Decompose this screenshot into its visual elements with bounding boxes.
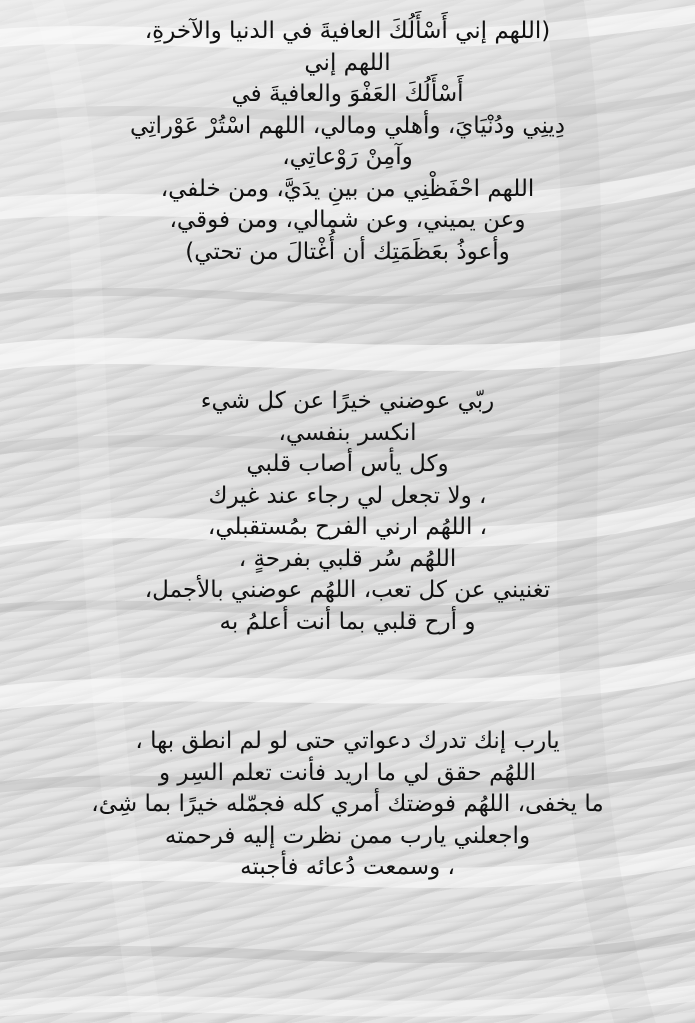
dua-line: دِينِي ودُنْيَايَ، وأهلي ومالي، اللهم اسْتُرْ عَوْراتِي xyxy=(129,112,566,139)
dua-line: اللهم احْفَظْنِي من بينِ يدَيَّ، ومن خلفي، xyxy=(160,175,535,202)
dua-line: ربّي عوضني خيرًا عن كل شيء xyxy=(200,388,495,414)
dua-line: وآمِنْ رَوْعاتِي، xyxy=(282,144,413,170)
dua-line: اللهُم سُر قلبي بفرحةٍ ، xyxy=(238,545,457,572)
dua-line: تغنيني عن كل تعب، اللهُم عوضني بالأجمل، xyxy=(144,577,551,603)
dua-line: ، وسمعت دُعائه فأجبته xyxy=(240,854,455,880)
dua-line: يارب إنك تدرك دعواتي حتى لو لم انطق بها ، xyxy=(135,728,560,754)
dua-line: وأعوذُ بعَظَمَتِك أن أُغْتالَ من تحتي) xyxy=(185,238,510,265)
dua-line: و أرح قلبي بما أنت أعلمُ به xyxy=(219,608,476,635)
dua-line: وكل يأس أصاب قلبي xyxy=(246,451,449,477)
dua-block-2 xyxy=(20,386,675,638)
dua-line: ، اللهُم ارني الفرح بمُستقبلي، xyxy=(207,514,488,540)
dua-line: أَسْأَلُكَ العَفْوَ والعافيةَ في xyxy=(231,81,464,107)
dua-line: اللهم إني xyxy=(304,49,391,76)
dua-line: (اللهم إني أَسْأَلُكَ العافيةَ في الدنيا والآخرةِ، xyxy=(144,18,551,44)
dua-block-1 xyxy=(20,16,675,268)
dua-line: واجعلني يارب ممن نظرت إليه فرحمته xyxy=(164,822,531,849)
dua-block-3 xyxy=(20,726,675,884)
dua-line: ، ولا تجعل لي رجاء عند غيرك xyxy=(208,482,487,509)
dua-line: ما يخفى، اللهُم فوضتك أمري كله فجمّله خيرًا بما شِئ، xyxy=(91,791,604,817)
dua-line: انكسر بنفسي، xyxy=(278,419,417,446)
dua-line: وعن يميني، وعن شمالي، ومن فوقي، xyxy=(169,207,526,233)
dua-line: اللهُم حقق لي ما اريد فأنت تعلم السِر و xyxy=(158,759,537,786)
